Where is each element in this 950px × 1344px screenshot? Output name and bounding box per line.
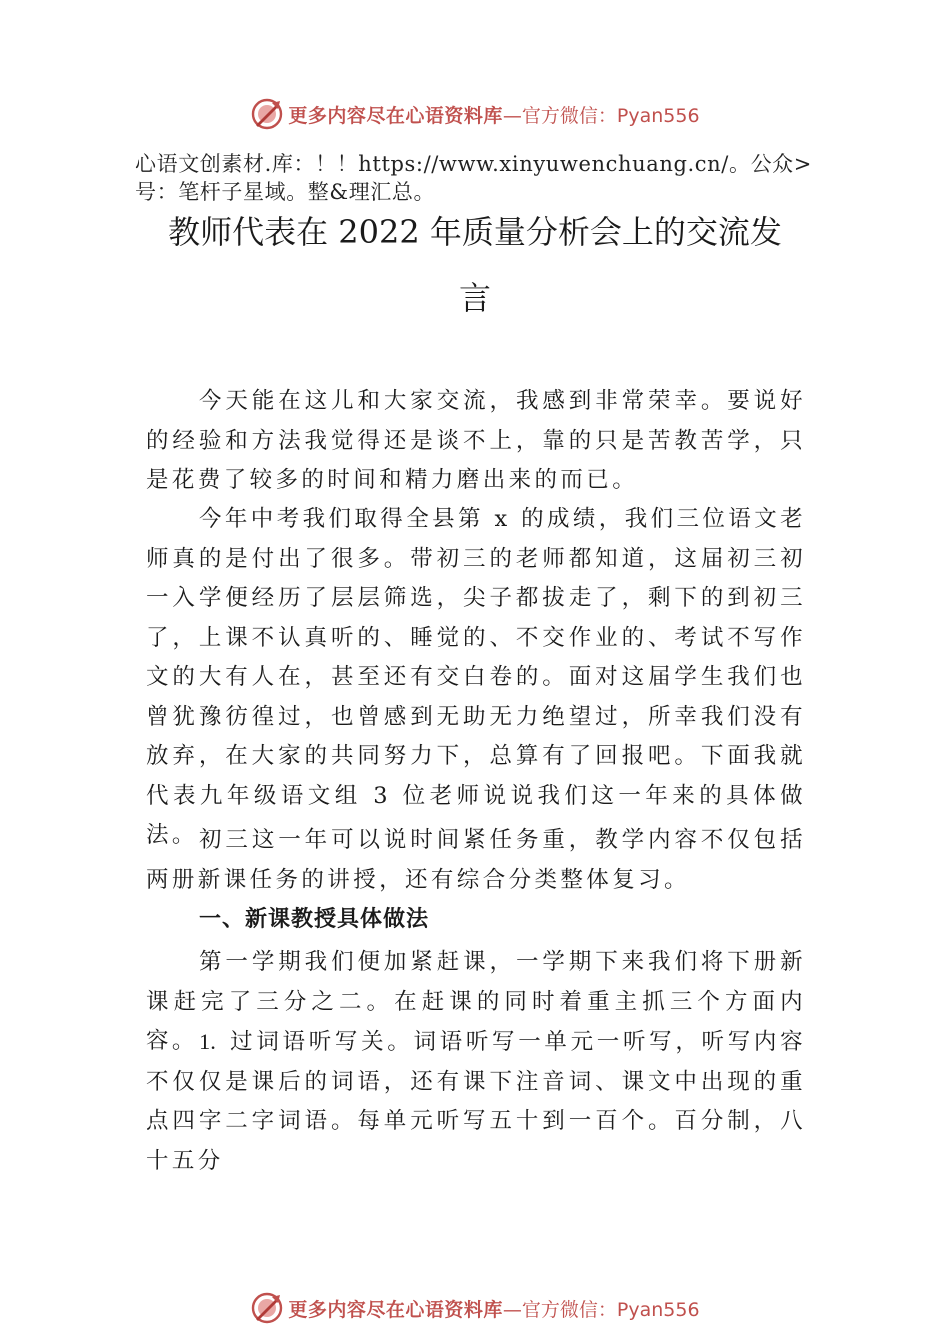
banner-right-text: —官方微信：Pyan556: [502, 1298, 700, 1321]
paragraph-first-term: 第一学期我们便加紧赶课，一学期下来我们将下册新课赶完了三分之二。在赶课的同时着重主抓三个方面内容。: [146, 949, 806, 1054]
header-banner: [0, 94, 950, 134]
paragraph-intro: 今天能在这儿和大家交流，我感到非常荣幸。要说好的经验和方法我觉得还是谈不上，靠的只是苦教苦学，只是花费了较多的时间和精力磨出来的而已。: [146, 388, 806, 493]
list-number: 1.: [199, 1029, 216, 1054]
section-heading: 一、新课教授具体做法: [199, 907, 430, 932]
watermark-text: 心语文创素材.库：！！https://www.xinyuwenchuang.cn/。公众>号：笔杆子星域。整&理汇总。: [135, 152, 812, 204]
document-title-line1: 教师代表在 2022 年质量分析会上的交流发: [168, 213, 782, 251]
list-item-text: 过词语听写关。词语听写一单元一听写，听写内容不仅仅是课后的词语，还有课下注音词、课文中出现的重点四字二字词语。每单元听写五十到一百个。百分制，八十五分: [146, 1029, 806, 1174]
banner-left-text: 更多内容尽在心语资料库: [288, 104, 503, 127]
paragraph-overview: 初三这一年可以说时间紧任务重，教学内容不仅包括两册新课任务的讲授，还有综合分类整体复习。: [146, 827, 806, 893]
brand-logo-icon: [250, 1291, 284, 1325]
banner-right-text: —官方微信：Pyan556: [502, 104, 700, 127]
document-title-line2: 言: [458, 279, 491, 317]
paragraph-item-1: [146, 1022, 806, 1181]
paragraph-results: 今年中考我们取得全县第 x 的成绩，我们三位语文老师真的是付出了很多。带初三的老师都知道，这届初三初一入学便经历了层层筛选，尖子都拔走了，剩下的到初三了，上课不认真听的、睡觉的、不交作业的、考试不写作文的大有人在，甚至还有交白卷的。面对这届学生我们也曾犹豫彷徨过，也曾感到无助无力绝望过，所幸我们没有放弃，在大家的共同努力下，总算有了回报吧。下面我就代表九年级语文组 3 位老师说说我们这一年来的具体做法。: [146, 506, 806, 848]
footer-banner: [0, 1288, 950, 1328]
brand-logo-icon: [250, 97, 284, 131]
banner-left-text: 更多内容尽在心语资料库: [288, 1298, 503, 1321]
